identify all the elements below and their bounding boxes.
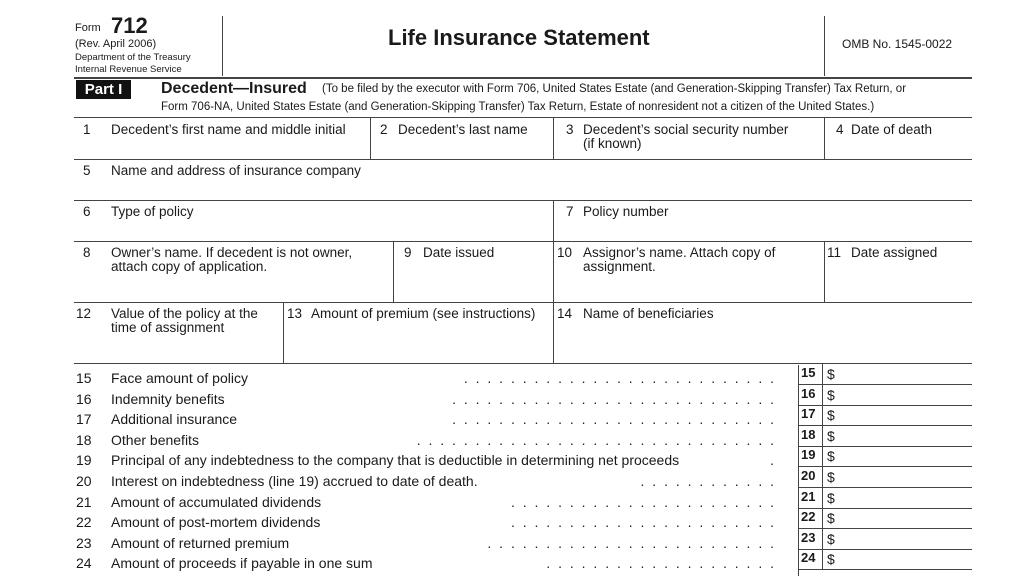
part-intro-line2: Form 706-NA, United States Estate (and Generation-Skipping Transfer) Tax Return, Estate of nonresident not a citizen of the United States.) bbox=[161, 101, 875, 113]
amount-field[interactable] bbox=[798, 364, 972, 385]
currency-symbol: $ bbox=[827, 551, 835, 568]
currency-symbol: $ bbox=[827, 530, 835, 547]
line-number: 16 bbox=[76, 390, 92, 407]
line-description: Amount of proceeds if payable in one sum bbox=[111, 555, 373, 572]
amount-field[interactable] bbox=[798, 529, 972, 550]
line-number: 17 bbox=[76, 411, 92, 428]
amount-field[interactable] bbox=[798, 488, 972, 509]
line-item bbox=[76, 472, 796, 492]
line-item bbox=[76, 410, 796, 430]
line-item bbox=[76, 451, 796, 471]
leader-dots: . . . . . . . . . . . . . . . . . . . . . . . . . . . . bbox=[452, 390, 776, 407]
amount-field[interactable] bbox=[798, 426, 972, 447]
leader-dots: . . . . . . . . . . . . bbox=[640, 473, 776, 489]
amount-field[interactable] bbox=[798, 385, 972, 406]
box-number: 17 bbox=[801, 406, 816, 422]
line-item bbox=[76, 369, 796, 389]
currency-symbol: $ bbox=[827, 386, 835, 403]
line-description: Indemnity benefits bbox=[111, 390, 225, 407]
line-item bbox=[76, 390, 796, 410]
box-number: 19 bbox=[801, 447, 816, 463]
line-number: 24 bbox=[76, 555, 92, 572]
box-number: 22 bbox=[801, 509, 816, 525]
service-name: Internal Revenue Service bbox=[75, 64, 182, 75]
line-number: 19 bbox=[76, 452, 92, 469]
box-number: 16 bbox=[801, 385, 816, 401]
leader-dots: . . . . . . . . . . . . . . . . . . . . . . . . . . . . . . . bbox=[416, 431, 776, 448]
line-number: 21 bbox=[76, 493, 92, 510]
currency-symbol: $ bbox=[827, 427, 835, 444]
line-description: Amount of returned premium bbox=[111, 534, 290, 551]
leader-dots: . . . . . . . . . . . . . . . . . . . . . . . . . . . . bbox=[452, 411, 776, 428]
leader-dots: . . . . . . . . . . . . . . . . . . . . . . . bbox=[510, 514, 776, 531]
amount-field[interactable] bbox=[798, 446, 972, 467]
line-number: 22 bbox=[76, 514, 92, 531]
line-item bbox=[76, 534, 796, 554]
currency-symbol: $ bbox=[827, 489, 835, 506]
box-number: 23 bbox=[801, 529, 816, 545]
leader-dots: . bbox=[770, 452, 776, 469]
line-item bbox=[76, 513, 796, 533]
line-number: 23 bbox=[76, 534, 92, 551]
line-item bbox=[76, 431, 796, 451]
currency-symbol: $ bbox=[827, 366, 835, 382]
form-number: 712 bbox=[111, 13, 148, 38]
part-heading: Decedent—Insured bbox=[161, 80, 307, 97]
line-description: Additional insurance bbox=[111, 411, 238, 428]
omb-number: OMB No. 1545-0022 bbox=[842, 37, 953, 51]
part-intro-line1: (To be filed by the executor with Form 706, United States Estate (and Generation-Skipping Transfer) Tax Return, or bbox=[322, 83, 907, 95]
part-badge: Part I bbox=[76, 80, 131, 99]
box-number: 15 bbox=[801, 365, 816, 380]
line-item bbox=[76, 554, 796, 574]
line-description: Amount of accumulated dividends bbox=[111, 493, 322, 510]
department-name: Department of the Treasury bbox=[75, 52, 191, 63]
line-number: 20 bbox=[76, 473, 92, 489]
line-description: Amount of post-mortem dividends bbox=[111, 514, 321, 531]
currency-symbol: $ bbox=[827, 407, 835, 424]
leader-dots: . . . . . . . . . . . . . . . . . . . . . . . . . . . bbox=[463, 370, 776, 386]
line-description: Interest on indebtedness (line 19) accrued to date of death. bbox=[111, 473, 478, 489]
leader-dots: . . . . . . . . . . . . . . . . . . . . . . . . . bbox=[487, 534, 776, 551]
form-revision: (Rev. April 2006) bbox=[75, 38, 157, 50]
box-number: 21 bbox=[801, 488, 816, 504]
amount-field[interactable] bbox=[798, 549, 972, 570]
leader-dots: . . . . . . . . . . . . . . . . . . . . . . . bbox=[510, 493, 776, 510]
box-number: 24 bbox=[801, 550, 816, 566]
box-number: 18 bbox=[801, 426, 816, 442]
amount-field[interactable] bbox=[798, 405, 972, 426]
amount-field[interactable] bbox=[798, 467, 972, 488]
currency-symbol: $ bbox=[827, 448, 835, 465]
page-title: Life Insurance Statement bbox=[388, 25, 650, 50]
line-number: 18 bbox=[76, 431, 92, 448]
amount-field[interactable] bbox=[798, 508, 972, 529]
line-item bbox=[76, 493, 796, 513]
line-description: Face amount of policy bbox=[111, 370, 248, 386]
leader-dots: . . . . . . . . . . . . . . . . . . . . bbox=[546, 555, 776, 572]
currency-symbol: $ bbox=[827, 469, 835, 485]
line-number: 15 bbox=[76, 370, 92, 386]
line-description: Other benefits bbox=[111, 431, 199, 448]
form-word: Form bbox=[75, 22, 101, 34]
line-description: Principal of any indebtedness to the company that is deductible in determining net proceeds bbox=[111, 452, 680, 469]
currency-symbol: $ bbox=[827, 510, 835, 527]
box-number: 20 bbox=[801, 468, 816, 483]
